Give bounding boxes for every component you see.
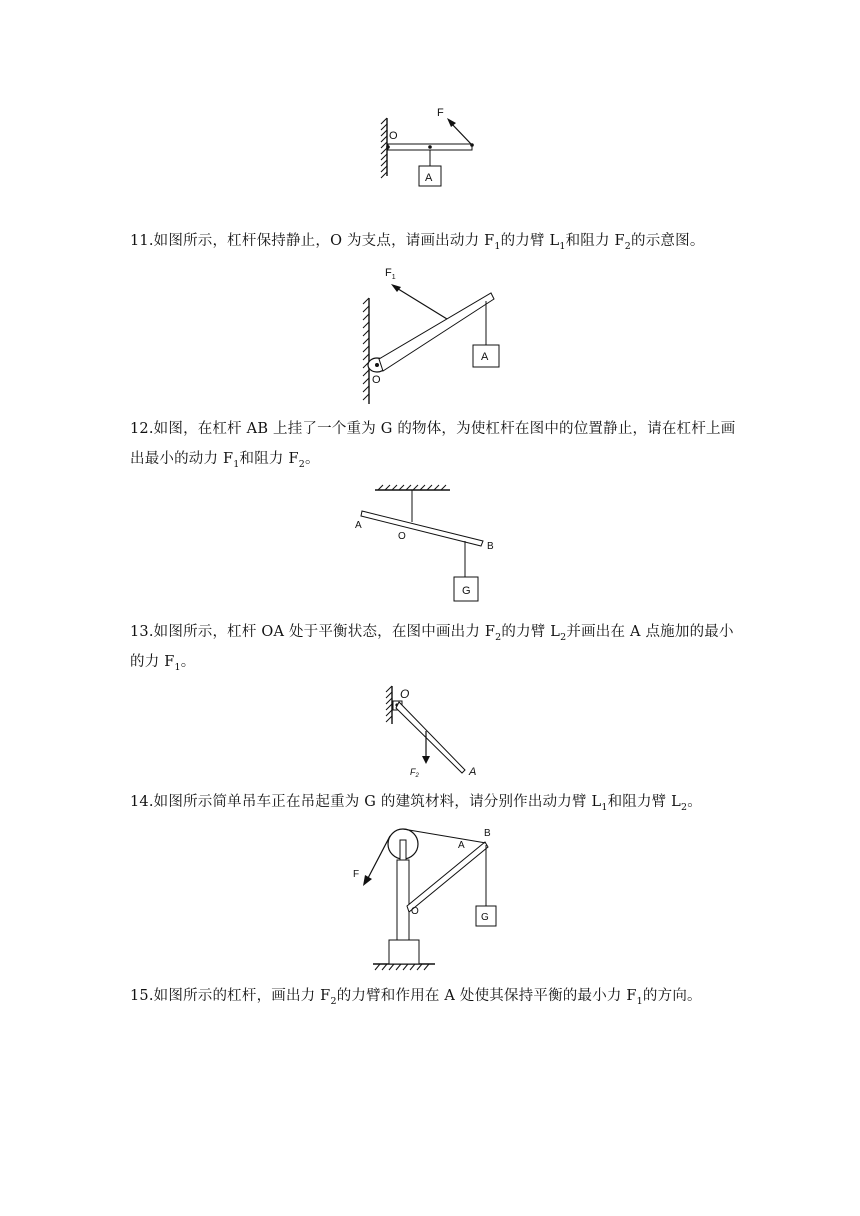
figure-11-inclined-lever [355, 262, 505, 407]
fig10-label-f: F [437, 107, 444, 119]
question-11: 11.如图所示，杠杆保持静止，O 为支点，请画出动力 $F_1$的力臂 $L_1$和阻力 $F_2$的示意图。 [130, 233, 705, 252]
fig14-label-a: A [458, 840, 465, 851]
question-number: 13. [130, 624, 154, 640]
fig12-label-a: A [355, 520, 362, 531]
fig11-label-o: O [372, 374, 381, 386]
figure-10-lever-wall [370, 100, 500, 190]
fig10-label-o: O [389, 130, 398, 142]
fig10-label-box: A [425, 172, 433, 184]
question-number: 15. [130, 988, 154, 1004]
fig13-label-o: O [400, 687, 410, 701]
fig11-label-box: A [481, 351, 489, 363]
fig14-label-o: O [411, 906, 419, 917]
fig12-label-b: B [487, 541, 494, 552]
question-number: 14. [130, 794, 154, 810]
question-number: 12. [130, 421, 154, 437]
fig11-label-f: $F_1$ [385, 267, 396, 281]
fig13-label-f: $F_2$ [410, 767, 419, 779]
figure-12-suspended-lever [350, 478, 510, 608]
fig12-label-o: O [398, 531, 406, 542]
question-14: 14.如图所示简单吊车正在吊起重为 G 的建筑材料，请分别作出动力臂 $L_1$和阻力臂 $L_2$。 [130, 794, 702, 813]
fig12-label-box: G [462, 585, 471, 597]
fig14-label-b: B [484, 828, 491, 839]
figure-14-crane [345, 822, 515, 977]
fig14-label-box: G [481, 912, 489, 923]
figure-13-hinged-rod [375, 682, 495, 782]
question-15: 15.如图所示的杠杆，画出力 $F_2$的力臂和作用在 A 处使其保持平衡的最小力 $F_1$的方向。 [130, 988, 702, 1007]
fig13-label-a: A [469, 766, 477, 778]
fig14-label-f: F [353, 869, 360, 880]
question-13: 13.如图所示，杠杆 OA 处于平衡状态，在图中画出力 $F_2$的力臂 $L_2$并画出在 A 点施加的最小 的力 $F_1$。 [130, 624, 734, 673]
question-12: 12.如图，在杠杆 AB 上挂了一个重为 G 的物体，为使杠杆在图中的位置静止，请在杠杆上画 出最小的动力 $F_1$和阻力 $F_2$。 [130, 421, 736, 470]
question-number: 11. [130, 233, 154, 249]
